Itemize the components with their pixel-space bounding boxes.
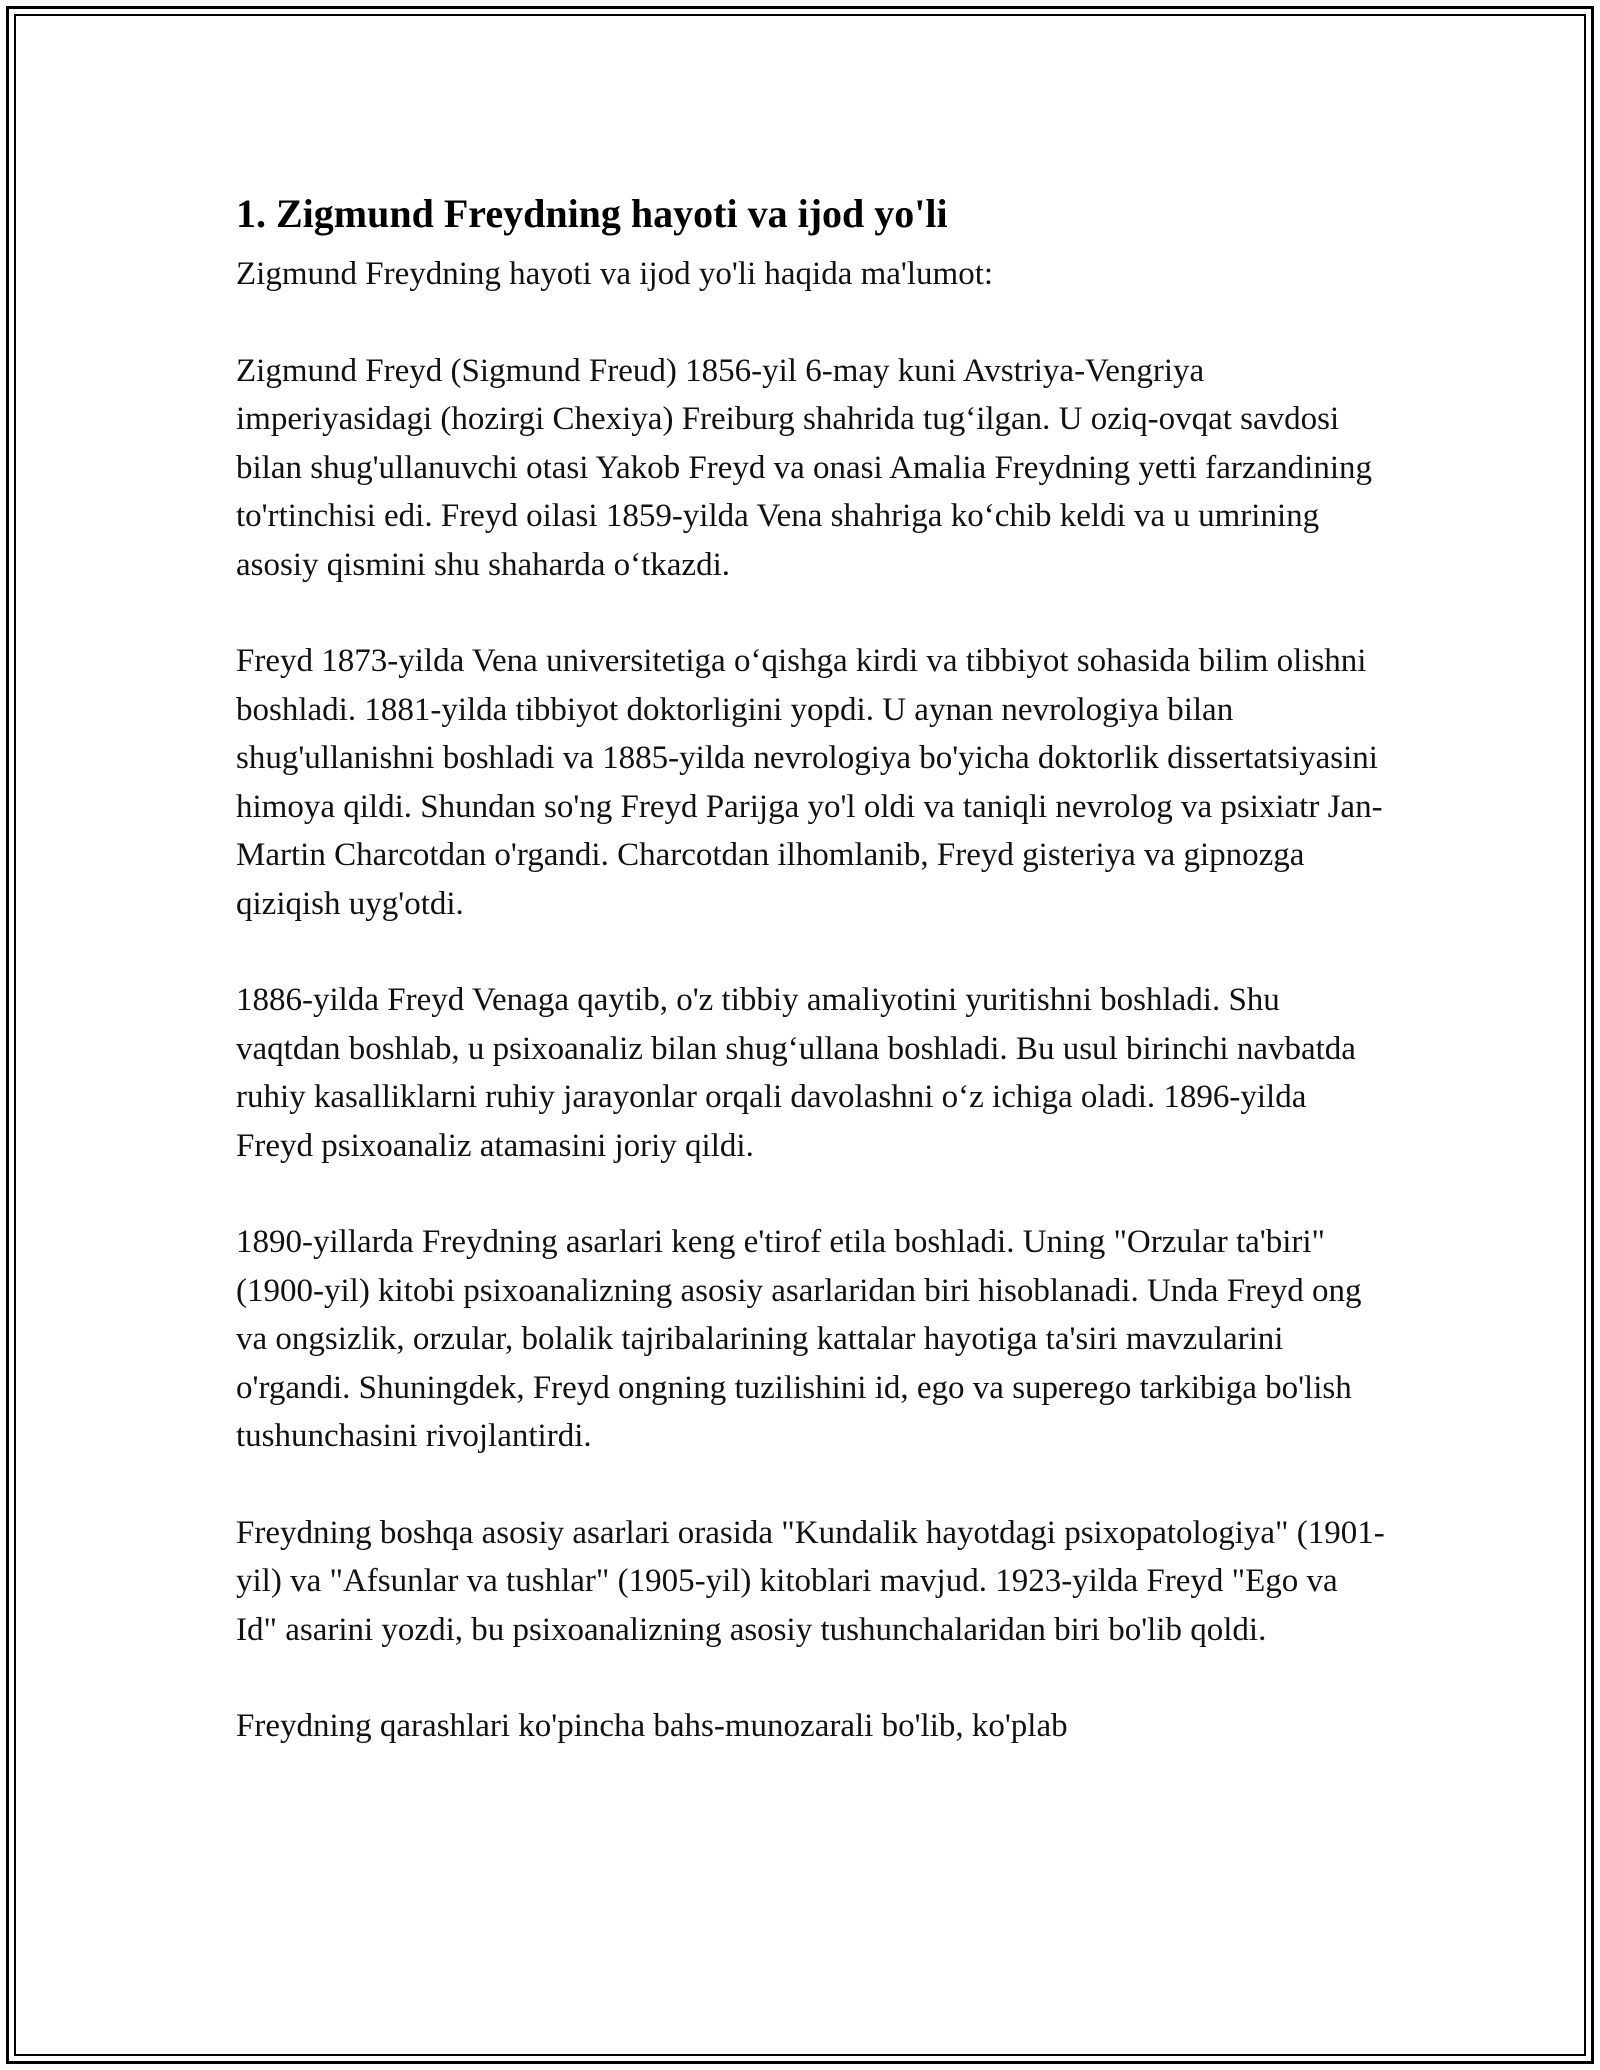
paragraph-birth: Zigmund Freyd (Sigmund Freud) 1856-yil 6-may kuni Avstriya-Vengriya imperiyasidagi (hozirgi Chexiya) Freiburg shahrida tug‘ilgan. U oziq-ovqat savdosi bilan shug'ullanuvchi otasi Yakob Freyd va onasi Amalia Freydning yetti farzandining to'rtinchisi edi. Freyd oilasi 1859-yilda Vena shahriga ko‘chib keldi va u umrining asosiy qismini shu shaharda o‘tkazdi.	[236, 352, 1373, 583]
section-title: 1. Zigmund Freydning hayoti va ijod yo'li	[236, 191, 948, 236]
paragraph-other-works: Freydning boshqa asosiy asarlari orasida "Kundalik hayotdagi psixopatologiya" (1901-yil) va "Afsunlar va tushlar" (1905-yil) kitoblari mavjud. 1923-yilda Freyd "Ego va Id" asarini yozdi, bu psixoanalizning asosiy tushunchalaridan biri bo'lib qoldi.	[236, 1514, 1385, 1648]
paragraph-views: Freydning qarashlari ko'pincha bahs-munozarali bo'lib, ko'plab	[236, 1708, 1068, 1744]
paragraph-psychoanalysis: 1886-yilda Freyd Venaga qaytib, o'z tibbiy amaliyotini yuritishni boshladi. Shu vaqtdan boshlab, u psixoanaliz bilan shug‘ullana boshladi. Bu usul birinchi navbatda ruhiy kasalliklarni ruhiy jarayonlar orqali davolashni o‘z ichiga oladi. 1896-yilda Freyd psixoanaliz atamasini joriy qildi.	[236, 982, 1356, 1164]
intro-paragraph: Zigmund Freydning hayoti va ijod yo'li haqida ma'lumot:	[236, 256, 994, 292]
document-body	[236, 186, 1386, 1751]
paragraph-works: 1890-yillarda Freydning asarlari keng e'tirof etila boshladi. Uning "Orzular ta'biri" (1900-yil) kitobi psixoanalizning asosiy asarlaridan biri hisoblanadi. Unda Freyd ong va ongsizlik, orzular, bolalik tajribalarining kattalar hayotiga ta'siri mavzularini o'rgandi. Shuningdek, Freyd ongning tuzilishini id, ego va superego tarkibiga bo'lish tushunchasini rivojlantirdi.	[236, 1224, 1362, 1454]
paragraph-education: Freyd 1873-yilda Vena universitetiga o‘qishga kirdi va tibbiyot sohasida bilim olishni boshladi. 1881-yilda tibbiyot doktorligini yopdi. U aynan nevrologiya bilan shug'ullanishni boshladi va 1885-yilda nevrologiya bo'yicha doktorlik dissertatsiyasini himoya qildi. Shundan so'ng Freyd Parijga yo'l oldi va taniqli nevrolog va psixiatr Jan-Martin Charcotdan o'rgandi. Charcotdan ilhomlanib, Freyd gisteriya va gipnozga qiziqish uyg'otdi.	[236, 643, 1383, 922]
